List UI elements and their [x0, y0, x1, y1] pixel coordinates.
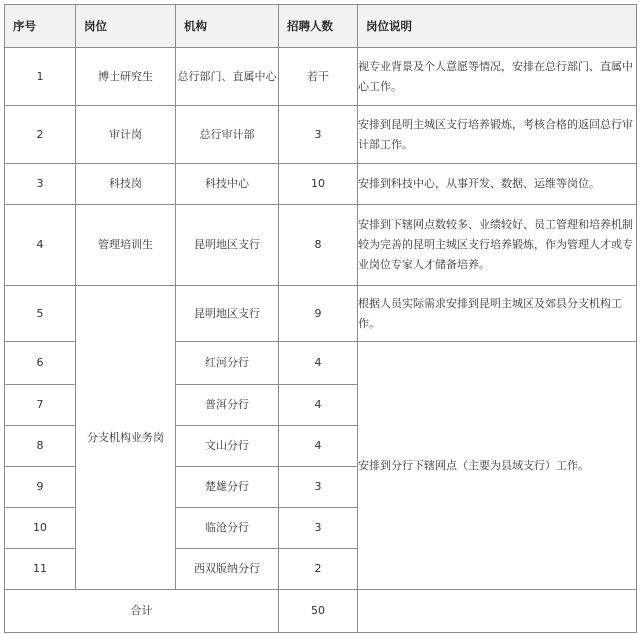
row-count: 4 [279, 342, 358, 385]
row-count: 若干 [279, 48, 358, 106]
total-desc-empty [358, 590, 637, 633]
row-org: 昆明地区支行 [176, 205, 279, 286]
row-org: 总行审计部 [176, 106, 279, 164]
row-desc: 安排到下辖网点数较多、业绩较好、员工管理和培养机制较为完善的昆明主城区支行培养锻炼，作为管理人才或专业岗位专家人才储备培养。 [358, 205, 637, 286]
row-desc: 安排到昆明主城区支行培养锻炼，考核合格的返回总行审计部工作。 [358, 106, 637, 164]
header-row [5, 5, 637, 48]
row-count: 8 [279, 205, 358, 286]
row-desc: 根据人员实际需求安排到昆明主城区及郊县分支机构工作。 [358, 286, 637, 342]
row-count: 10 [279, 164, 358, 205]
row-org: 临沧分行 [176, 508, 279, 549]
row-seq: 1 [5, 48, 76, 106]
header-desc: 岗位说明 [358, 5, 637, 48]
row-count: 3 [279, 106, 358, 164]
total-label: 合计 [5, 590, 279, 633]
table-row [5, 48, 637, 106]
total-row [5, 590, 637, 633]
row-org: 科技中心 [176, 164, 279, 205]
branch-position-cell: 分支机构业务岗 [76, 286, 176, 590]
row-position: 科技岗 [76, 164, 176, 205]
row-seq: 2 [5, 106, 76, 164]
row-org: 红河分行 [176, 342, 279, 385]
header-position: 岗位 [76, 5, 176, 48]
table-row [5, 286, 637, 342]
row-org: 文山分行 [176, 426, 279, 467]
row-seq: 8 [5, 426, 76, 467]
header-count: 招聘人数 [279, 5, 358, 48]
row-org: 总行部门、直属中心 [176, 48, 279, 106]
row-org: 昆明地区支行 [176, 286, 279, 342]
row-count: 2 [279, 549, 358, 590]
recruitment-table [4, 4, 637, 633]
header-org: 机构 [176, 5, 279, 48]
row-seq: 6 [5, 342, 76, 385]
row-org: 西双版纳分行 [176, 549, 279, 590]
table-row [5, 106, 637, 164]
row-count: 4 [279, 426, 358, 467]
row-count: 3 [279, 467, 358, 508]
row-position: 管理培训生 [76, 205, 176, 286]
row-seq: 9 [5, 467, 76, 508]
row-position: 审计岗 [76, 106, 176, 164]
row-seq: 3 [5, 164, 76, 205]
row-seq: 4 [5, 205, 76, 286]
row-count: 9 [279, 286, 358, 342]
row-seq: 7 [5, 385, 76, 426]
row-org: 楚雄分行 [176, 467, 279, 508]
row-seq: 11 [5, 549, 76, 590]
row-desc: 安排到科技中心，从事开发、数据、运维等岗位。 [358, 164, 637, 205]
table-row [5, 205, 637, 286]
row-count: 3 [279, 508, 358, 549]
row-count: 4 [279, 385, 358, 426]
row-position: 博士研究生 [76, 48, 176, 106]
header-seq: 序号 [5, 5, 76, 48]
total-count: 50 [279, 590, 358, 633]
branch-desc-cell: 安排到分行下辖网点（主要为县域支行）工作。 [358, 342, 637, 590]
row-desc: 视专业背景及个人意愿等情况，安排在总行部门、直属中心工作。 [358, 48, 637, 106]
row-seq: 10 [5, 508, 76, 549]
row-seq: 5 [5, 286, 76, 342]
table-row [5, 164, 637, 205]
row-org: 普洱分行 [176, 385, 279, 426]
